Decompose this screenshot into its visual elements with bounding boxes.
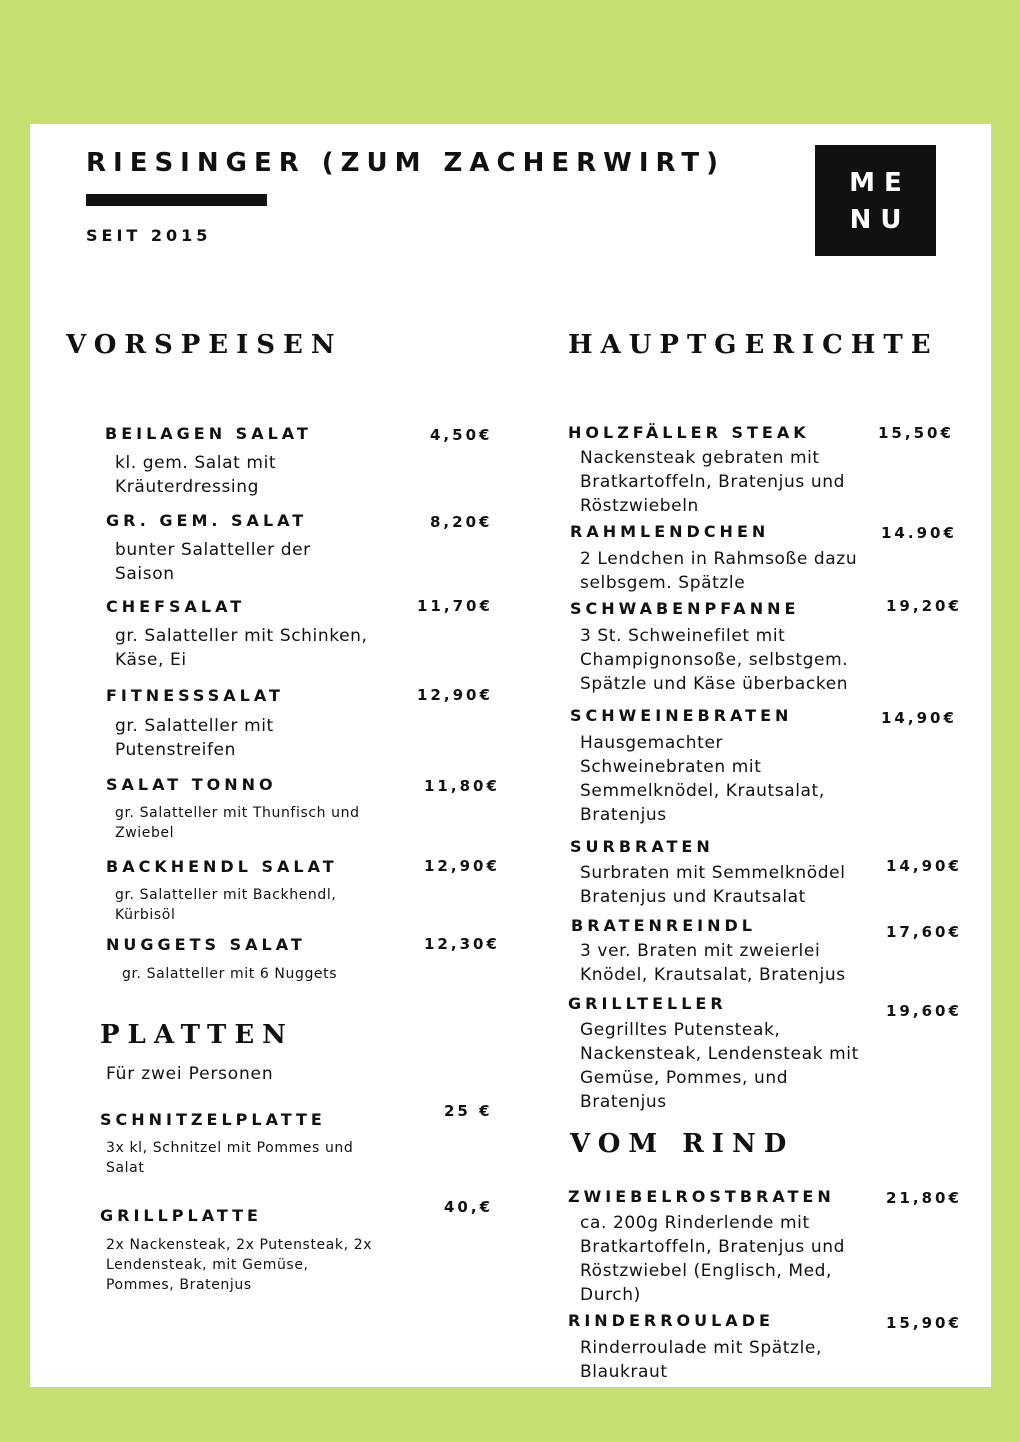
item-price: 11,70€	[417, 597, 493, 615]
item-price: 8,20€	[430, 513, 493, 531]
section-title-vom-rind: VOM RIND	[570, 1129, 795, 1159]
item-description: Rinderroulade mit Spätzle, Blaukraut	[580, 1338, 822, 1382]
item-name: NUGGETS SALAT	[106, 935, 306, 954]
item-name: SALAT TONNO	[106, 775, 277, 794]
item-name: GRILLTELLER	[568, 994, 727, 1013]
item-price: 14,90€	[886, 857, 962, 875]
item-price: 11,80€	[424, 777, 500, 795]
item-description: 3x kl, Schnitzel mit Pommes und Salat	[106, 1140, 354, 1176]
item-description: gr. Salatteller mit Backhendl, Kürbisöl	[115, 887, 337, 923]
item-price: 12,90€	[417, 686, 493, 704]
section-note: Für zwei Personen	[106, 1064, 274, 1084]
item-price: 25 €	[444, 1102, 493, 1120]
menu-badge-line-1: ME	[849, 168, 911, 198]
item-description: 2 Lendchen in Rahmsoße dazu selbsgem. Spätzle	[580, 549, 858, 593]
item-name: SURBRATEN	[570, 837, 714, 856]
since-label: SEIT 2015	[86, 226, 212, 245]
item-description: Gegrilltes Putensteak, Nackensteak, Lendensteak mit Gemüse, Pommes, und Bratenjus	[580, 1020, 859, 1112]
item-description: gr. Salatteller mit Schinken, Käse, Ei	[115, 626, 368, 670]
section-title-hauptgerichte: HAUPTGERICHTE	[568, 330, 939, 360]
item-name: HOLZFÄLLER STEAK	[568, 423, 810, 442]
item-description: Hausgemachter Schweinebraten mit Semmelknödel, Krautsalat, Bratenjus	[580, 733, 825, 825]
item-price: 14.90€	[881, 524, 957, 542]
item-price: 21,80€	[886, 1189, 962, 1207]
menu-badge-line-2: NU	[849, 205, 911, 235]
item-price: 19,60€	[886, 1002, 962, 1020]
item-price: 12,30€	[424, 935, 500, 953]
item-description: ca. 200g Rinderlende mit Bratkartoffeln, Bratenjus und Röstzwiebel (Englisch, Med, Durch)	[580, 1213, 845, 1305]
section-title-vorspeisen: VORSPEISEN	[66, 330, 343, 360]
item-description: gr. Salatteller mit Thunfisch und Zwiebel	[115, 805, 360, 841]
item-description: kl. gem. Salat mit Kräuterdressing	[115, 453, 277, 497]
menu-page	[30, 124, 991, 1387]
item-price: 19,20€	[886, 597, 962, 615]
item-name: BEILAGEN SALAT	[105, 424, 312, 443]
item-name: BRATENREINDL	[571, 916, 756, 935]
item-description: 2x Nackensteak, 2x Putensteak, 2x Lendensteak, mit Gemüse, Pommes, Bratenjus	[106, 1237, 373, 1293]
item-name: RAHMLENDCHEN	[570, 522, 770, 541]
item-price: 4,50€	[430, 426, 493, 444]
item-price: 15,50€	[878, 424, 954, 442]
item-description: Surbraten mit Semmelknödel Bratenjus und Krautsalat	[580, 863, 846, 907]
item-price: 17,60€	[886, 923, 962, 941]
item-description: Nackensteak gebraten mit Bratkartoffeln, Bratenjus und Röstzwiebeln	[580, 448, 845, 516]
item-name: SCHWABENPFANNE	[570, 599, 800, 618]
item-name: GRILLPLATTE	[100, 1206, 262, 1225]
item-price: 12,90€	[424, 857, 500, 875]
item-price: 14,90€	[881, 709, 957, 727]
item-description: gr. Salatteller mit Putenstreifen	[115, 716, 274, 760]
section-title-platten: PLATTEN	[100, 1020, 294, 1050]
title-underline	[86, 194, 267, 206]
item-description: bunter Salatteller der Saison	[115, 540, 311, 584]
item-price: 15,90€	[886, 1314, 962, 1332]
item-name: GR. GEM. SALAT	[106, 511, 308, 530]
item-name: RINDERROULADE	[568, 1311, 774, 1330]
item-name: BACKHENDL SALAT	[106, 857, 338, 876]
item-name: SCHNITZELPLATTE	[100, 1110, 326, 1129]
item-price: 40,€	[444, 1198, 494, 1216]
item-description: 3 ver. Braten mit zweierlei Knödel, Krautsalat, Bratenjus	[580, 941, 846, 985]
menu-badge	[815, 145, 936, 256]
item-name: FITNESSSALAT	[106, 686, 284, 705]
restaurant-name: RIESINGER (ZUM ZACHERWIRT)	[86, 148, 725, 178]
item-name: ZWIEBELROSTBRATEN	[568, 1187, 835, 1206]
item-name: CHEFSALAT	[106, 597, 246, 616]
item-description: 3 St. Schweinefilet mit Champignonsoße, selbstgem. Spätzle und Käse überbacken	[580, 626, 849, 694]
item-name: SCHWEINEBRATEN	[570, 706, 793, 725]
item-description: gr. Salatteller mit 6 Nuggets	[122, 966, 338, 982]
